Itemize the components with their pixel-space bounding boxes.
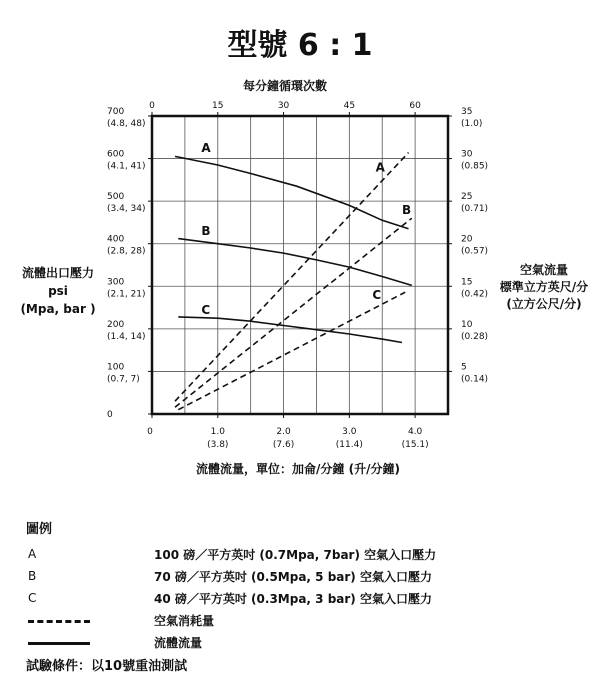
left-tick-sublabel: (2.1, 21) — [107, 289, 146, 300]
left-axis-label: 流體出口壓力 — [21, 266, 95, 280]
left-tick-sublabel: (2.8, 28) — [107, 246, 146, 257]
right-tick-label: 10 — [461, 319, 473, 330]
top-tick-label: 30 — [277, 101, 290, 111]
left-tick-sublabel: (3.4, 34) — [107, 204, 146, 215]
right-tick-label: 30 — [461, 149, 473, 160]
legend-item-a — [26, 545, 586, 567]
fluid-flow-line-c — [178, 317, 402, 343]
series-layer — [175, 141, 412, 410]
right-tick-label: 5 — [461, 362, 467, 373]
right-tick-sublabel: (0.14) — [461, 374, 489, 385]
left-tick-label: 700 — [107, 107, 125, 117]
legend-item-dashed — [26, 611, 586, 633]
bottom-tick-sublabel: (15.1) — [401, 440, 429, 450]
air-consumption-line-b — [175, 218, 412, 407]
legend-key-c: C — [28, 591, 37, 605]
series-label-a: A — [201, 141, 211, 156]
bottom-tick-label: 1.0 — [210, 427, 225, 437]
right-tick-label: 25 — [461, 192, 473, 203]
series-label-b: B — [201, 224, 211, 239]
legend-text-a: 100 磅／平方英吋 (0.7Mpa, 7bar) 空氣入口壓力 — [154, 548, 437, 562]
bottom-tick-sublabel: (7.6) — [272, 440, 295, 450]
top-tick-label: 15 — [212, 101, 224, 111]
ticks-layer — [20, 101, 588, 450]
bottom-tick-label: 3.0 — [342, 427, 357, 437]
legend-key-a: A — [28, 547, 37, 561]
left-tick-sublabel: (4.8, 48) — [107, 119, 146, 129]
bottom-axis-label: 流體流量，單位：加侖/分鐘 (升/分鐘) — [196, 462, 400, 476]
right-tick-label: 15 — [461, 277, 473, 288]
right-tick-sublabel: (0.85) — [461, 161, 489, 172]
test-condition: 試驗條件：以10號重油測試 — [26, 659, 188, 674]
left-tick-sublabel: (1.4, 14) — [107, 331, 146, 342]
fluid-flow-line-a — [175, 156, 412, 228]
top-tick-label: 45 — [343, 101, 356, 111]
dashed-line-sample — [28, 620, 90, 623]
series-label-c: C — [372, 288, 382, 303]
legend-text-c: 40 磅／平方英吋 (0.3Mpa, 3 bar) 空氣入口壓力 — [154, 592, 432, 606]
left-tick-sublabel: (4.1, 41) — [107, 161, 146, 172]
legend-key-b: B — [28, 569, 37, 583]
series-label-c: C — [201, 302, 211, 317]
left-axis-label: (Mpa, bar ) — [20, 302, 96, 316]
legend-item-c — [26, 589, 586, 611]
left-axis-label: psi — [48, 284, 68, 298]
right-tick-sublabel: (0.28) — [461, 331, 489, 342]
legend-text-b: 70 磅／平方英吋 (0.5Mpa, 5 bar) 空氣入口壓力 — [154, 570, 432, 584]
legend-text-fluid-flow: 流體流量 — [154, 636, 203, 650]
bottom-tick-label: 4.0 — [407, 427, 423, 437]
legend — [26, 518, 586, 655]
right-tick-label: 35 — [461, 107, 473, 117]
top-tick-label: 60 — [409, 101, 421, 111]
legend-item-solid — [26, 633, 586, 655]
solid-line-sample — [28, 642, 90, 645]
left-tick-sublabel: (0.7, 7) — [107, 374, 140, 385]
right-axis-label: 空氣流量 — [519, 263, 569, 277]
left-tick-label: 100 — [107, 362, 125, 373]
right-tick-sublabel: (0.42) — [461, 289, 489, 300]
top-axis-label: 每分鐘循環次數 — [242, 79, 328, 93]
bottom-tick-label: 2.0 — [276, 427, 291, 437]
air-consumption-line-c — [178, 292, 405, 410]
right-tick-sublabel: (1.0) — [461, 119, 483, 129]
left-tick-label: 400 — [107, 234, 125, 245]
left-tick-label: 0 — [107, 410, 113, 420]
bottom-tick-sublabel: (3.8) — [207, 440, 229, 450]
series-label-a: A — [375, 160, 385, 175]
fluid-flow-line-b — [178, 239, 411, 286]
right-tick-label: 20 — [461, 234, 473, 245]
air-consumption-line-a — [175, 153, 412, 402]
right-axis-label: (立方公尺/分) — [506, 297, 582, 311]
left-tick-label: 200 — [107, 319, 125, 330]
chart-title: 型號 6 : 1 — [227, 28, 373, 63]
right-tick-sublabel: (0.57) — [461, 246, 489, 257]
right-axis-label: 標準立方英尺/分 — [499, 280, 589, 294]
left-tick-label: 500 — [107, 192, 125, 203]
legend-item-b — [26, 567, 586, 589]
legend-title: 圖例 — [26, 522, 53, 537]
left-tick-label: 300 — [107, 277, 125, 288]
left-tick-label: 600 — [107, 149, 125, 160]
bottom-tick-sublabel: (11.4) — [335, 440, 363, 450]
top-tick-label: 0 — [149, 101, 155, 111]
right-tick-sublabel: (0.71) — [461, 204, 489, 215]
bottom-tick-label: 0 — [147, 427, 153, 437]
series-label-b: B — [401, 202, 412, 217]
legend-text-air-consumption: 空氣消耗量 — [154, 614, 215, 628]
